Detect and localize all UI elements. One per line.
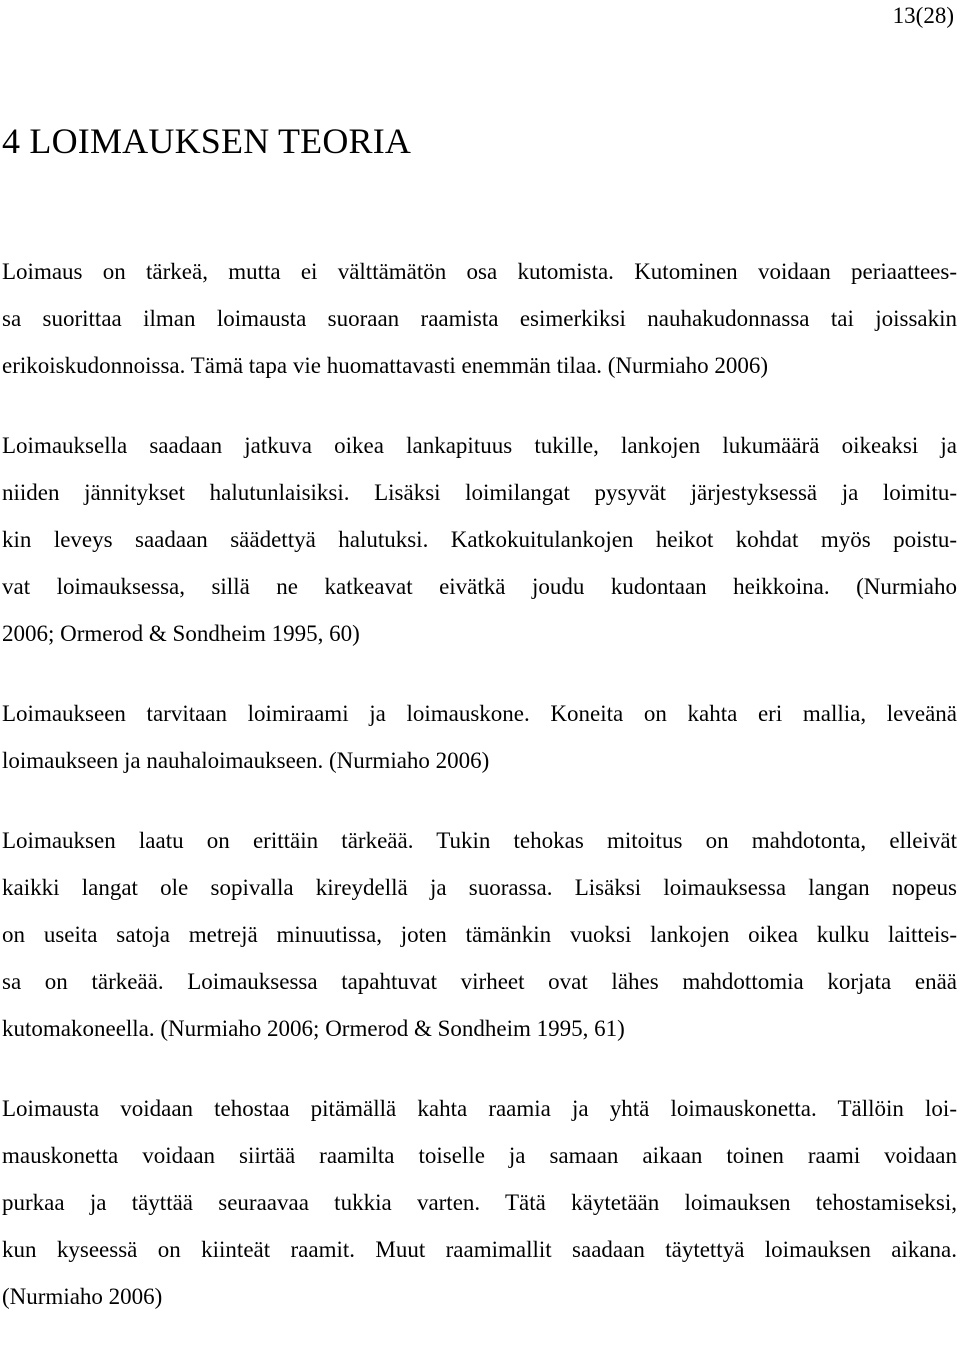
- text-line: sa on tärkeää. Loimauksessa tapahtuvat virheet ovat lähes mahdottomia korjata enää: [2, 969, 957, 994]
- text-line: kaikki langat ole sopivalla kireydellä ja suorassa. Lisäksi loimauksessa langan nopeus: [2, 875, 957, 900]
- chapter-heading: 4 LOIMAUKSEN TEORIA: [2, 121, 412, 161]
- paragraph-3: [2, 690, 957, 784]
- text-line: kun kyseessä on kiinteät raamit. Muut raamimallit saadaan täytettyä loimauksen aikana.: [2, 1237, 957, 1262]
- text-line: mauskonetta voidaan siirtää raamilta toiselle ja samaan aikaan toinen raami voidaan: [2, 1143, 957, 1168]
- text-line: Loimaus on tärkeä, mutta ei välttämätön osa kutomista. Kutominen voidaan periaattees-: [2, 259, 957, 284]
- body-text: [2, 248, 957, 1353]
- text-line: niiden jännitykset halutunlaisiksi. Lisäksi loimilangat pysyvät järjestyksessä ja loimitu-: [2, 480, 957, 505]
- paragraph-2: [2, 422, 957, 657]
- text-line: (Nurmiaho 2006): [2, 1284, 163, 1309]
- text-line: Loimauksella saadaan jatkuva oikea lankapituus tukille, lankojen lukumäärä oikeaksi ja: [2, 433, 957, 458]
- paragraph-1: [2, 248, 957, 389]
- text-line: kutomakoneella. (Nurmiaho 2006; Ormerod & Sondheim 1995, 61): [2, 1016, 625, 1041]
- paragraph-5: [2, 1085, 957, 1320]
- text-line: 2006; Ormerod & Sondheim 1995, 60): [2, 621, 360, 646]
- paragraph-4: [2, 817, 957, 1052]
- text-line: sa suorittaa ilman loimausta suoraan raamista esimerkiksi nauhakudonnassa tai joissakin: [2, 306, 957, 331]
- text-line: purkaa ja täyttää seuraavaa tukkia varten. Tätä käytetään loimauksen tehostamiseksi,: [2, 1190, 957, 1215]
- text-line: Loimaukseen tarvitaan loimiraami ja loimauskone. Koneita on kahta eri mallia, leveänä: [2, 701, 957, 726]
- text-line: on useita satoja metrejä minuutissa, joten tämänkin vuoksi lankojen oikea kulku laitteis-: [2, 922, 957, 947]
- page-number: 13(28): [892, 3, 954, 28]
- text-line: vat loimauksessa, sillä ne katkeavat eivätkä joudu kudontaan heikkoina. (Nurmiaho: [2, 574, 957, 599]
- text-line: Loimauksen laatu on erittäin tärkeää. Tukin tehokas mitoitus on mahdotonta, elleivät: [2, 828, 957, 853]
- text-line: kin leveys saadaan säädettyä halutuksi. Katkokuitulankojen heikot kohdat myös poistu-: [2, 527, 957, 552]
- text-line: loimaukseen ja nauhaloimaukseen. (Nurmiaho 2006): [2, 748, 490, 773]
- text-line: erikoiskudonnoissa. Tämä tapa vie huomattavasti enemmän tilaa. (Nurmiaho 2006): [2, 353, 769, 378]
- text-line: Loimausta voidaan tehostaa pitämällä kahta raamia ja yhtä loimauskonetta. Tällöin loi-: [2, 1096, 957, 1121]
